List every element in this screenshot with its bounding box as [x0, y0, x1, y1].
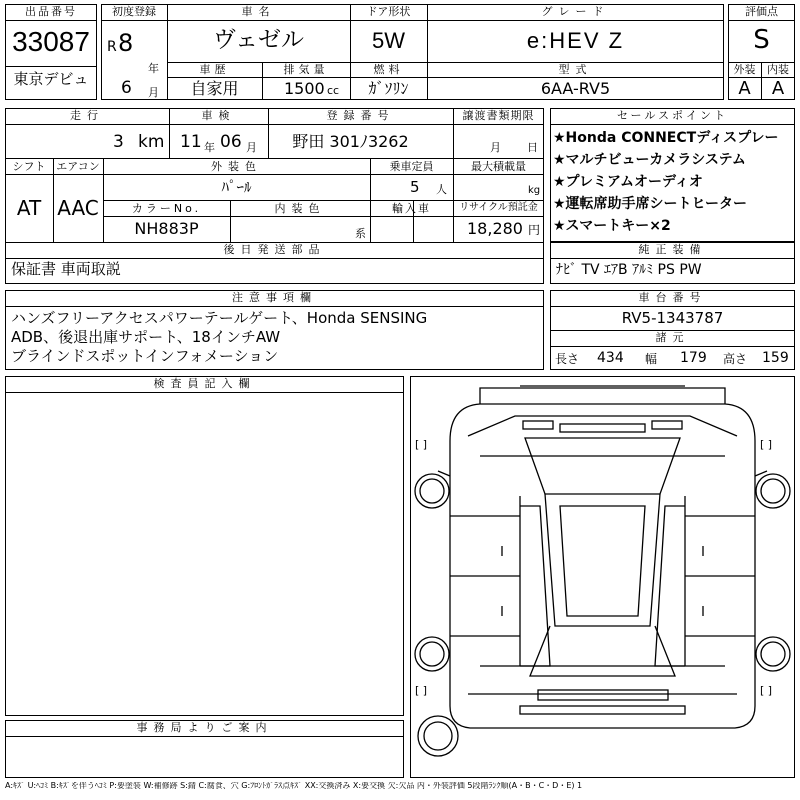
capacity-label: 乗車定員	[389, 160, 434, 173]
exterior-label: 外装	[733, 63, 756, 76]
car-name: ヴェゼル	[212, 27, 305, 53]
notes-line: ADB、後退出庫サポート、18インチAW	[11, 328, 281, 346]
door-label: ドア形状	[366, 5, 411, 18]
car-diagram	[410, 376, 795, 778]
fuel-value: ｶﾞｿﾘﾝ	[368, 79, 409, 98]
later-parts-value: 保証書 車両取説	[11, 260, 121, 278]
door-type: 5W	[372, 28, 405, 53]
mileage-value: 3	[113, 132, 124, 152]
displacement-label: 排気量	[283, 63, 329, 76]
headlight	[523, 421, 553, 429]
body-outline	[450, 404, 755, 728]
bracket-marker: [ ]	[415, 684, 428, 697]
lot-label: 出品番号	[25, 5, 77, 18]
int-color-unit: 系	[355, 227, 366, 240]
capacity-unit: 人	[436, 183, 447, 196]
reg-year: 8	[118, 29, 134, 57]
transfer-day-unit: 日	[527, 141, 538, 154]
bracket-marker: [ ]	[760, 438, 773, 451]
notes-line: ハンズフリーアクセスパワーテールゲート、Honda SENSING	[11, 309, 428, 327]
interior-grade: A	[771, 78, 785, 99]
plate-label: 登録番号	[326, 109, 395, 122]
equipment-value: ﾅﾋﾞ TV ｴｱB ｱﾙﾐ PS PW	[556, 262, 702, 278]
reg-month: 6	[121, 78, 132, 98]
chassis-number: RV5-1343787	[621, 309, 724, 327]
model-code-label: 型式	[558, 63, 593, 76]
venue-name: 東京デビュ	[13, 70, 89, 88]
inspection-year-unit: 年	[204, 141, 215, 154]
bracket-marker: [ ]	[415, 438, 428, 451]
color-no-value: NH883P	[134, 219, 199, 238]
inspection-month-unit: 月	[246, 141, 257, 154]
mileage-unit: km	[138, 132, 165, 152]
sales-point-item: ★Honda CONNECTディスプレー	[553, 130, 779, 146]
score-value: S	[753, 25, 770, 55]
sales-point-item: ★運転席助手席シートヒーター	[553, 196, 747, 212]
recycle-label: リサイクル預託金	[459, 202, 538, 213]
score-label: 評価点	[745, 5, 778, 18]
length-label: 長さ	[555, 352, 580, 366]
history-label: 車歴	[199, 63, 230, 76]
ac-label: エアコン	[56, 160, 100, 173]
shift-value: AT	[16, 196, 42, 220]
notes-line: ブラインドスポットインフォメーション	[11, 347, 279, 365]
era-symbol: R	[107, 39, 117, 55]
width-value: 179	[680, 350, 707, 366]
ext-color-label: 外装色	[211, 160, 262, 173]
office-label: 事務局よりご案内	[136, 721, 273, 734]
inspector-label: 検査員記入欄	[153, 377, 256, 390]
exterior-grade: A	[738, 78, 751, 99]
model-code-value: 6AA-RV5	[540, 79, 611, 98]
width-label: 幅	[645, 352, 658, 366]
max-load-unit: kg	[528, 185, 541, 196]
notes-label: 注意事項欄	[232, 291, 317, 304]
car-name-label: 車名	[241, 5, 276, 18]
import-label: 輸入車	[392, 202, 431, 215]
damage-legend: A:ｷｽﾞ U:ﾍｺﾐ B:ｷｽﾞを伴うﾍｺﾐ P:要塗装 W:補修跡 S:錆 C:腐食、穴 G:ﾌﾛﾝﾄｶﾞﾗｽ点ｷｽﾞ XX:交換済み X:要交換 欠:欠品 内・外装評価 5段階ﾗﾝｸ順(A・B・C・D・E) 1	[5, 782, 583, 790]
shift-label: シフト	[12, 160, 46, 173]
height-label: 高さ	[723, 352, 748, 366]
height-value: 159	[762, 350, 789, 366]
color-no-label: カラーNo.	[131, 202, 202, 215]
displacement-unit: cc	[327, 84, 340, 97]
sales-point-item: ★スマートキー×2	[553, 218, 671, 234]
max-load-label: 最大積載量	[471, 160, 526, 173]
inspector-box	[5, 376, 404, 716]
headlight	[652, 421, 682, 429]
grade-value: e:HEV Z	[526, 28, 625, 53]
transfer-month-unit: 月	[490, 141, 501, 154]
plate-number: 野田 301ﾉ3262	[292, 132, 409, 151]
chassis-label: 車台番号	[638, 291, 707, 304]
recycle-unit: 円	[528, 223, 541, 237]
grade-label: グレード	[541, 5, 610, 18]
rear-bumper	[538, 690, 668, 700]
sales-point-item: ★マルチビューカメラシステム	[553, 152, 746, 168]
interior-label: 内装	[767, 63, 789, 76]
inspection-month: 06	[220, 132, 242, 152]
recycle-value: 18,280	[467, 219, 523, 238]
int-color-label: 内装色	[274, 202, 326, 215]
ext-color-value: ﾊﾟｰﾙ	[221, 178, 252, 196]
sales-points-label: セールスポイント	[616, 109, 728, 122]
fuel-label: 燃料	[373, 63, 404, 76]
bracket-marker: [ ]	[760, 684, 773, 697]
windshield	[525, 438, 680, 494]
ac-value: AAC	[57, 196, 99, 220]
history-value: 自家用	[190, 79, 239, 98]
equipment-label: 純正装備	[638, 243, 707, 256]
inspection-label: 車検	[201, 109, 236, 122]
later-parts-label: 後日発送部品	[223, 243, 326, 256]
first-reg-label: 初度登録	[112, 5, 156, 18]
length-value: 434	[597, 350, 624, 366]
capacity-value: 5	[410, 178, 420, 196]
lot-number: 33087	[12, 26, 90, 57]
mileage-label: 走行	[70, 109, 104, 122]
transfer-label: 譲渡書類期限	[462, 109, 535, 122]
year-unit: 年	[148, 62, 159, 75]
sales-point-item: ★プレミアムオーディオ	[553, 174, 703, 190]
displacement-value: 1500	[284, 79, 325, 98]
specs-label: 諸元	[655, 331, 690, 344]
month-unit: 月	[148, 86, 159, 99]
inspection-year: 11	[180, 132, 202, 152]
